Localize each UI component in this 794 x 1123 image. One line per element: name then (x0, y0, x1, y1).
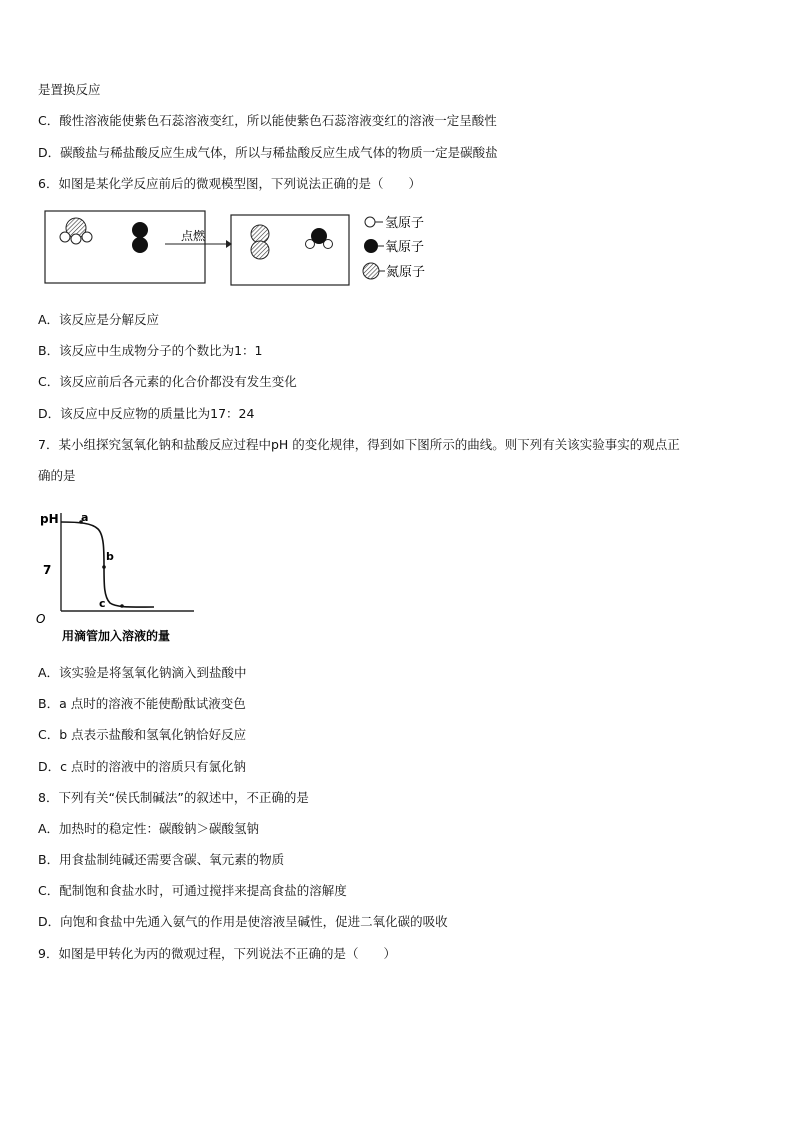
ph-origin: O (36, 612, 46, 626)
ph-curve (61, 522, 154, 607)
legend-oxygen (364, 239, 424, 255)
svg-text:氧原子: 氧原子 (385, 240, 425, 255)
legend-nitrogen (363, 263, 425, 280)
question-7-line-2: 确的是 (38, 468, 76, 483)
ph-graph (34, 505, 204, 650)
svg-text:氢原子: 氢原子 (385, 216, 425, 231)
point-c (120, 604, 124, 608)
label-c: c (99, 597, 106, 610)
reaction-diagram (40, 202, 460, 292)
svg-text:氮原子: 氮原子 (386, 265, 426, 280)
q6-option-b: B．该反应中生成物分子的个数比为1：1 (38, 343, 263, 358)
q6-option-a: A．该反应是分解反应 (38, 312, 160, 327)
option-c-line: C．酸性溶液能使紫色石蕊溶液变红，所以能使紫色石蕊溶液变红的溶液一定呈酸性 (38, 113, 497, 128)
text-line-0: 是置换反应 (38, 82, 101, 97)
label-a: a (81, 511, 89, 524)
q6-option-d: D．该反应中反应物的质量比为17：24 (38, 406, 255, 421)
ph-x-label: 用滴管加入溶液的量 (62, 629, 171, 643)
ph-y-label: pH (40, 512, 59, 526)
oxygen-molecule (132, 222, 148, 253)
products-box (231, 215, 349, 285)
reactants-box (45, 211, 205, 283)
q7-option-c: C．b 点表示盐酸和氢氧化钠恰好反应 (38, 727, 247, 742)
q7-option-b: B．a 点时的溶液不能使酚酞试液变色 (38, 696, 246, 711)
legend-hydrogen (365, 216, 424, 231)
water-molecule (306, 228, 333, 249)
legend (363, 216, 425, 280)
q6-option-c: C．该反应前后各元素的化合价都没有发生变化 (38, 374, 297, 389)
q8-option-c: C．配制饱和食盐水时，可通过搅拌来提高食盐的溶解度 (38, 883, 347, 898)
nitrogen-molecule (251, 225, 269, 259)
ph-axes (61, 513, 194, 611)
q8-option-b: B．用食盐制纯碱还需要含碳、氧元素的物质 (38, 852, 285, 867)
q7-option-a: A．该实验是将氢氧化钠滴入到盐酸中 (38, 665, 247, 680)
arrow-label: 点燃 (181, 229, 206, 243)
question-7-line-1: 7．某小组探究氢氧化钠和盐酸反应过程中pH 的变化规律，得到如下图所示的曲线。则下列有关该实验事实的观点正 (38, 437, 680, 452)
question-8: 8．下列有关“侯氏制碱法”的叙述中，不正确的是 (38, 790, 309, 805)
q8-option-d: D．向饱和食盐中先通入氨气的作用是使溶液呈碱性，促进二氧化碳的吸收 (38, 914, 448, 929)
reaction-arrow (165, 228, 232, 248)
q8-option-a: A．加热时的稳定性：碳酸钠＞碳酸氢钠 (38, 821, 260, 836)
question-6: 6．如图是某化学反应前后的微观模型图，下列说法正确的是（ ） (38, 176, 421, 191)
point-b (102, 565, 106, 569)
ph-y-tick-7: 7 (43, 563, 52, 577)
q7-option-d: D．c 点时的溶液中的溶质只有氯化钠 (38, 759, 246, 774)
ammonia-molecule (60, 218, 92, 244)
label-b: b (106, 550, 114, 563)
question-9: 9．如图是甲转化为丙的微观过程，下列说法不正确的是（ ） (38, 946, 396, 961)
option-d-line: D．碳酸盐与稀盐酸反应生成气体，所以与稀盐酸反应生成气体的物质一定是碳酸盐 (38, 145, 498, 160)
